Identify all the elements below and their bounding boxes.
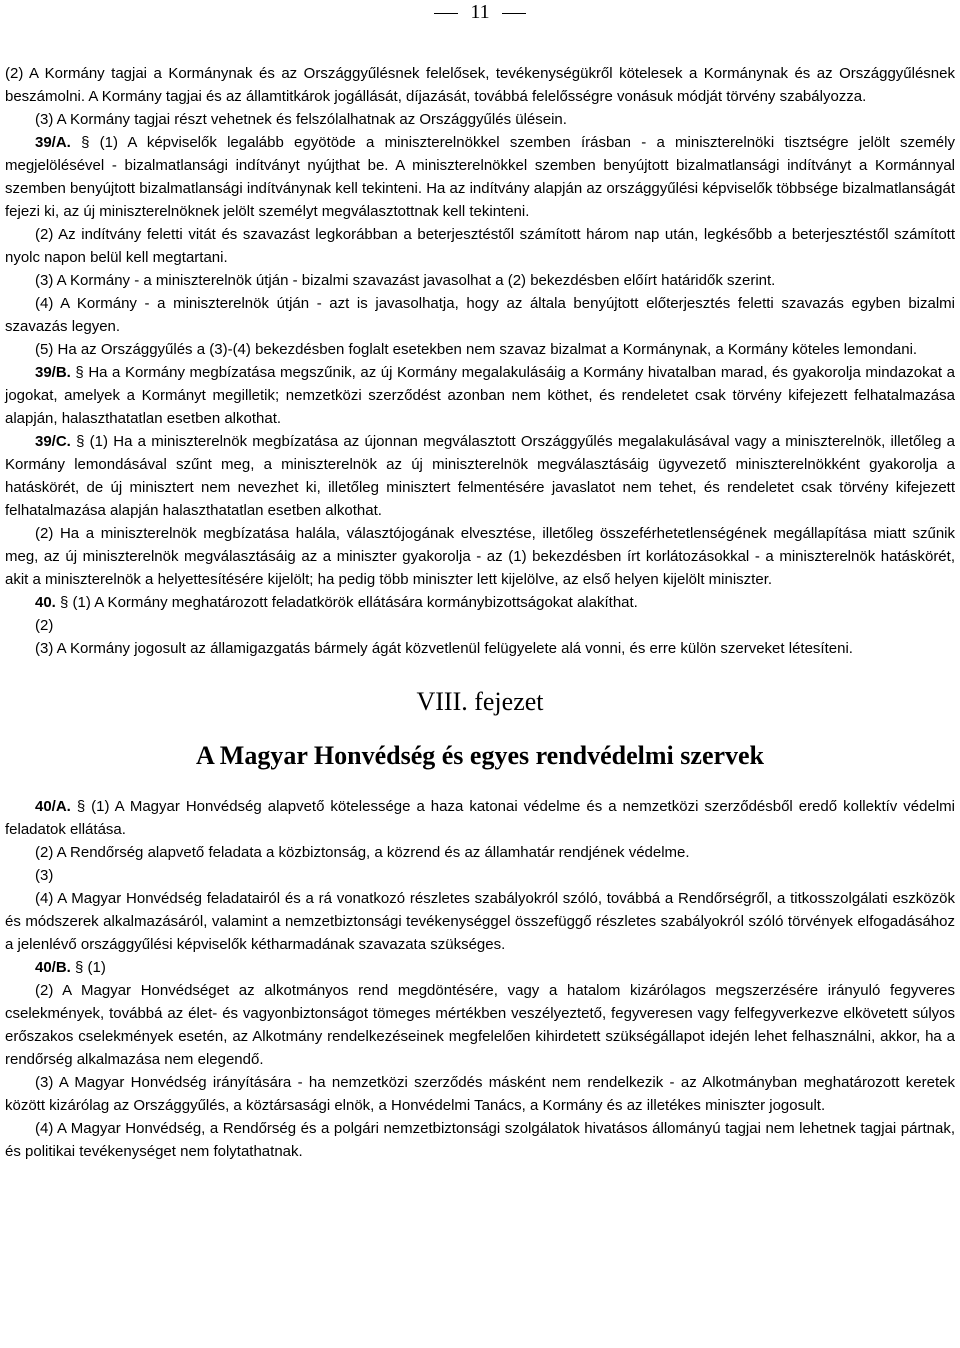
paragraph: (3) A Kormány - a miniszterelnök útján - bizalmi szavazást javasolhat a (2) bekezdésben előírt határidők szerint. [35, 272, 776, 289]
section-paragraph: 39/C. § (1) Ha a miniszterelnök megbízatása az újonnan megválasztott Országgyűlés megalakulásával vagy a miniszterelnök, illetőleg a Kormány lemondásával szűnt meg, a miniszterelnök az új miniszterelnök megválasztásáig ügyvezető miniszterelnökként gyakorolja a hatáskörét, de új minisztert nem nevezhet ki, illetőleg minisztert felmentésére javaslatot nem tehet, és rendeletet csak törvény kifejezett felhatalmazása alapján halaszthatatlan esetben alkothat. [5, 433, 955, 519]
section-paragraph: 40/A. § (1) A Magyar Honvédség alapvető kötelessége a haza katonai védelme és a nemzetközi szerződésből eredő kollektív védelmi feladatok ellátása. [5, 798, 955, 838]
paragraph: (4) A Magyar Honvédség feladatairól és a rá vonatkozó részletes szabályokról szóló, továbbá a Rendőrségről, a titkosszolgálati eszközök és módszerek alkalmazásáról, valamint a nemzetbiztonsági tevékenységgel összefüggő részletes szabályokról szóló törvények elfogadásához a jelenlévő országgyűlési képviselők kétharmadának szavazata szükséges. [5, 890, 955, 953]
paragraph: (2) Az indítvány feletti vitát és szavazást legkorábban a beterjesztéstől számított három nap után, legkésőbb a beterjesztéstől számított nyolc napon belül kell megtartani. [5, 226, 955, 266]
section-paragraph: 40/B. § (1) [35, 959, 106, 976]
paragraph: (5) Ha az Országgyűlés a (3)-(4) bekezdésben foglalt esetekben nem szavaz bizalmat a Kormánynak, a Kormány köteles lemondani. [35, 341, 918, 358]
section-paragraph: 39/A. § (1) A képviselők legalább egyötöde a miniszterelnökkel szemben írásban - a miniszterelnöki tisztségre jelölt személy megjelölésével - bizalmatlansági indítványt nyújthat be. A miniszterelnökkel szemben benyújtott bizalmatlansági indítványt a Kormánnyal szemben benyújtott bizalmatlansági indítványnak kell tekinteni. Ha az indítvány alapján az országgyűlési képviselők többsége bizalmatlanságát fejezi ki, az új miniszterelnöknek jelölt személyt megválasztottnak kell tekinteni. [5, 134, 955, 220]
section-paragraph: 39/B. § Ha a Kormány megbízatása megszűnik, az új Kormány megalakulásáig a Kormány hivatalban marad, és gyakorolja mindazokat a jogokat, amelyek a Kormányt megilletik; nemzetközi szerződést azonban nem köthet, és rendeletet csak törvény kifejezett felhatalmazása alapján, halaszthatatlan esetben alkothat. [5, 364, 955, 427]
paragraph: (2) A Magyar Honvédséget az alkotmányos rend megdöntésére, vagy a hatalom kizárólagos megszerzésére irányuló fegyveres cselekmények, továbbá az élet- és vagyonbiztonságot tömeges mértékben veszélyeztető, fegyveresen vagy felfegyverkezve elkövetett súlyos erőszakos cselekmények esetén, az Alkotmány rendelkezéseinek megfelelően kihirdetett szükségállapot idején lehet felhasználni, akkor, ha a rendőrség alkalmazása nem elegendő. [5, 982, 955, 1068]
paragraph: (2) A Kormány tagjai a Kormánynak és az Országgyűlésnek felelősek, tevékenységükről kötelesek a Kormánynak és az Országgyűlésnek beszámolni. A Kormány tagjai és az államtitkárok jogállását, díjazását, továbbá felelősségre vonásuk módját törvény szabályozza. [5, 65, 955, 105]
section-number: 39/B. [35, 364, 76, 381]
paragraph: (3) A Kormány jogosult az államigazgatás bármely ágát közvetlenül felügyelete alá vonni, és erre külön szerveket létesíteni. [35, 640, 853, 657]
chapter-number: VIII. fejezet [416, 687, 544, 716]
paragraph: (3) [35, 867, 54, 884]
paragraph: (2) [35, 617, 54, 634]
section-number: 40/B. [35, 959, 76, 976]
page-number [0, 0, 960, 24]
paragraph: (4) A Kormány - a miniszterelnök útján - azt is javasolhatja, hogy az általa benyújtott előterjesztés feletti szavazás egyben bizalmi szavazás legyen. [5, 295, 955, 335]
section-paragraph: 40. § (1) A Kormány meghatározott feladatkörök ellátására kormánybizottságokat alakíthat. [35, 594, 638, 611]
paragraph: (2) A Rendőrség alapvető feladata a közbiztonság, a közrend és az államhatár rendjének védelme. [35, 844, 690, 861]
section-number: 40. [35, 594, 61, 611]
paragraph: (4) A Magyar Honvédség, a Rendőrség és a polgári nemzetbiztonsági szolgálatok hivatásos állományú tagjai nem lehetnek tagjai pártnak, és politikai tevékenységet nem folytathatnak. [5, 1120, 955, 1160]
chapter-title: A Magyar Honvédség és egyes rendvédelmi szervek [195, 741, 765, 770]
page-number-text: 11 [470, 1, 490, 23]
page-number-dash-left [434, 13, 458, 14]
paragraph: (3) A Magyar Honvédség irányítására - ha nemzetközi szerződés másként nem rendelkezik - az Alkotmányban meghatározott keretek között kizárólag az Országgyűlés, a köztársasági elnök, a Honvédelmi Tanács, a Kormány és az illetékes miniszter jogosult. [5, 1074, 955, 1114]
document-body [5, 62, 955, 1163]
paragraph: (3) A Kormány tagjai részt vehetnek és felszólalhatnak az Országgyűlés ülésein. [35, 111, 567, 128]
page-number-dash-right [502, 13, 526, 14]
section-number: 40/A. [35, 798, 77, 815]
section-number: 39/A. [35, 134, 82, 151]
section-number: 39/C. [35, 433, 77, 450]
paragraph: (2) Ha a miniszterelnök megbízatása halála, választójogának elvesztése, illetőleg összeférhetetlenségének megállapítása miatt szűnik meg, az új miniszterelnök megválasztásáig az a miniszter gyakorolja - az (1) bekezdésben írt korlátozásokkal - a miniszterelnök hatáskörét, akit a miniszterelnök a helyettesítésére kijelölt; ha pedig több miniszter lett kijelölve, az első helyen kijelölt miniszter. [5, 525, 955, 588]
